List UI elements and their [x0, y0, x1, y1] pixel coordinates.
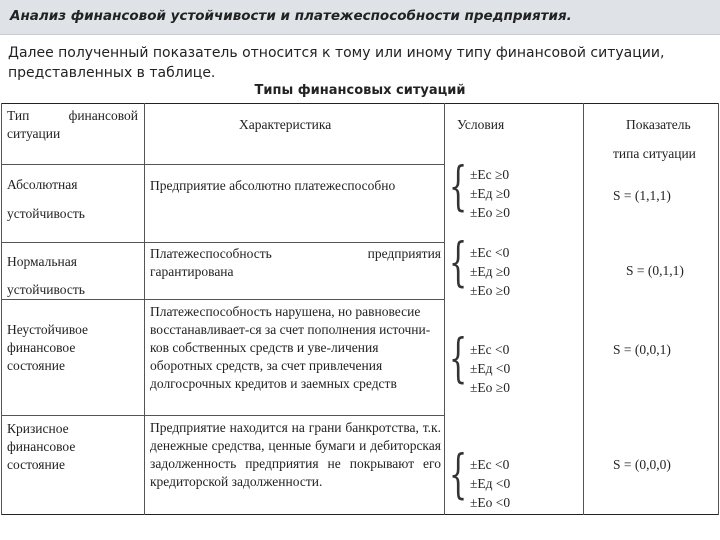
intro-line-1: Далее полученный показатель относится к тому или иному типу финансовой ситуации, [8, 45, 665, 61]
row-divider [1, 299, 444, 300]
condition-ed: ±Ед <0 [470, 476, 511, 491]
table-right-border [718, 103, 719, 515]
condition-ed: ±Ед ≥0 [470, 186, 511, 201]
table-caption: Типы финансовых ситуаций [254, 83, 466, 98]
condition-eo: ±Ео ≥0 [470, 205, 510, 220]
column-divider [583, 103, 584, 515]
condition-eo: ±Ео ≥0 [470, 283, 510, 298]
table-bottom-border [1, 514, 719, 515]
condition-ed: ±Ед ≥0 [470, 264, 511, 279]
title-bar [0, 0, 720, 35]
row4-characteristic: Предприятие находится на грани банкротства, т.к. денежные средства, ценные бумаги и дебиторская задолженность предприятия не покрывают его кредиторской задолженности. [150, 420, 441, 489]
row3-type: Неустойчивое финансовое состояние [7, 322, 89, 373]
row2-indicator: S = (0,1,1) [626, 263, 684, 278]
condition-ec: ±Ес <0 [470, 342, 510, 357]
row1-indicator: S = (1,1,1) [613, 188, 671, 203]
row3-characteristic: Платежеспособность нарушена, но равновесие восстанавливает-ся за счет пополнения источни-ков собственных средств и уве-личения оборотных средств, за счет привлечения долгосрочных кредитов и заемных средств [150, 304, 431, 391]
header-divider [1, 164, 444, 165]
header-indicator-sub: типа ситуации [613, 146, 696, 161]
header-characteristic: Характеристика [239, 117, 332, 132]
row3-conditions [470, 340, 510, 397]
left-brace-icon: { [449, 329, 468, 389]
row2-characteristic: Платежеспособность предприятия гарантирована [150, 246, 445, 279]
row4-type: Кризисное финансовое состояние [7, 421, 76, 472]
row4-conditions [470, 455, 510, 512]
column-divider [444, 103, 445, 515]
column-divider [144, 103, 145, 515]
row2-type-line1: Нормальная [7, 254, 77, 269]
row1-type-line2: устойчивость [7, 206, 85, 221]
left-brace-icon: { [449, 445, 468, 505]
row3-indicator: S = (0,0,1) [613, 342, 671, 357]
table-top-border [1, 103, 719, 104]
row4-indicator: S = (0,0,0) [613, 457, 671, 472]
row1-characteristic: Предприятие абсолютно платежеспособно [150, 178, 396, 193]
slide-title: Анализ финансовой устойчивости и платежеспособности предприятия. [10, 8, 572, 24]
row2-conditions [470, 243, 510, 300]
condition-eo: ±Ео <0 [470, 495, 511, 510]
condition-ec: ±Ес <0 [470, 245, 510, 260]
row-divider [1, 242, 444, 243]
left-brace-icon: { [449, 233, 468, 293]
header-conditions: Условия [457, 117, 505, 132]
row2-type-line2: устойчивость [7, 282, 85, 297]
intro-line-2: представленных в таблице. [8, 65, 216, 81]
header-indicator: Показатель [626, 117, 691, 132]
left-brace-icon: { [449, 157, 468, 217]
table-left-border [1, 103, 2, 515]
condition-ed: ±Ед <0 [470, 361, 511, 376]
row1-conditions [470, 165, 510, 222]
intro-text [8, 43, 713, 83]
condition-ec: ±Ес <0 [470, 457, 510, 472]
header-type: Тип финансовой ситуации [7, 108, 138, 141]
row1-type-line1: Абсолютная [7, 177, 78, 192]
row-divider [1, 415, 444, 416]
condition-eo: ±Ео ≥0 [470, 380, 510, 395]
condition-ec: ±Ес ≥0 [470, 167, 510, 182]
financial-situations-table [1, 103, 719, 515]
